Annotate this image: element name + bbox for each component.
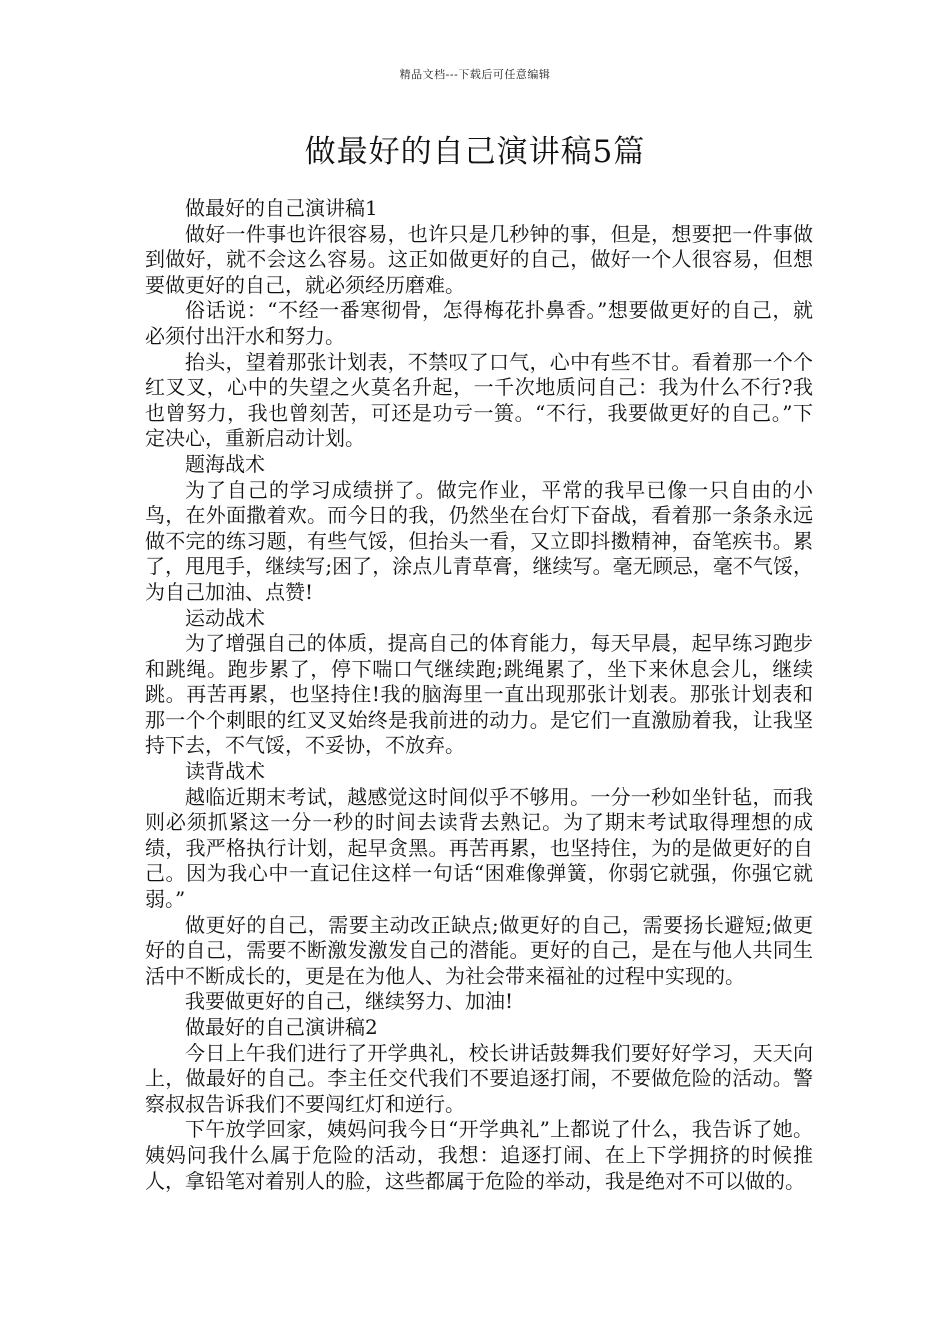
section-heading: 读背战术	[185, 759, 265, 784]
speech-heading: 做最好的自己演讲稿1	[185, 196, 378, 220]
paragraph: 为了增强自己的体质，提高自己的体育能力，每天早晨，起早练习跑步和跳绳。跑步累了，停下喘口气继续跑;跳绳累了，坐下来休息会儿，继续跳。再苦再累，也坚持住!我的脑海里一直出现那张计划表。那张计划表和那一个个刺眼的红叉叉始终是我前进的动力。是它们一直激励着我，让我坚持下去，不气馁，不妥协，不放弃。	[145, 631, 813, 758]
section-heading: 题海战术	[185, 451, 265, 476]
paragraph: 我要做更好的自己，继续努力、加油!	[185, 989, 514, 1014]
section-heading: 运动战术	[185, 605, 265, 630]
paragraph: 今日上午我们进行了开学典礼，校长讲话鼓舞我们要好好学习，天天向上，做最好的自己。李主任交代我们不要追逐打闹，不要做危险的活动。警察叔叔告诉我们不要闯红灯和逆行。	[145, 1040, 813, 1116]
speech-heading: 做最好的自己演讲稿2	[185, 1015, 378, 1039]
document-title: 做最好的自己演讲稿5篇	[304, 134, 646, 170]
paragraph: 越临近期末考试，越感觉这时间似乎不够用。一分一秒如坐针毡，而我则必须抓紧这一分一秒的时间去读背去熟记。为了期末考试取得理想的成绩，我严格执行计划，起早贪黑。再苦再累，也坚持住，为的是做更好的自己。因为我心中一直记住这样一句话“困难像弹簧，你弱它就强，你强它就弱。”	[145, 784, 813, 912]
header-note: 精品文档---下载后可任意编辑	[399, 68, 551, 81]
paragraph: 做好一件事也许很容易，也许只是几秒钟的事，但是，想要把一件事做到做好，就不会这么容易。这正如做更好的自己，做好一个人很容易，但想要做更好的自己，就必须经历磨难。	[145, 221, 813, 297]
paragraph: 下午放学回家，姨妈问我今日“开学典礼”上都说了什么，我告诉了她。姨妈问我什么属于危险的活动，我想：追逐打闹、在上下学拥挤的时候推人，拿铅笔对着别人的脸，这些都属于危险的举动，我是绝对不可以做的。	[145, 1117, 813, 1193]
paragraph: 俗话说：“不经一番寒彻骨，怎得梅花扑鼻香。”想要做更好的自己，就必须付出汗水和努力。	[145, 298, 813, 348]
paragraph: 抬头，望着那张计划表，不禁叹了口气，心中有些不甘。看着那一个个红叉叉，心中的失望之火莫名升起，一千次地质问自己：我为什么不行?我也曾努力，我也曾刻苦，可还是功亏一篑。“不行，我要做更好的自己。”下定决心，重新启动计划。	[145, 349, 813, 451]
document-body	[145, 196, 813, 1194]
paragraph: 做更好的自己，需要主动改正缺点;做更好的自己，需要扬长避短;做更好的自己，需要不断激发激发自己的潜能。更好的自己，是在与他人共同生活中不断成长的，更是在为他人、为社会带来福祉的过程中实现的。	[145, 912, 813, 988]
paragraph: 为了自己的学习成绩拼了。做完作业，平常的我早已像一只自由的小鸟，在外面撒着欢。而今日的我，仍然坐在台灯下奋战，看着那一条条永远做不完的练习题，有些气馁，但抬头一看，又立即抖擞精神，奋笔疾书。累了，甩甩手，继续写;困了，涂点儿青草膏，继续写。毫无顾忌，毫不气馁，为自己加油、点赞!	[145, 477, 813, 604]
